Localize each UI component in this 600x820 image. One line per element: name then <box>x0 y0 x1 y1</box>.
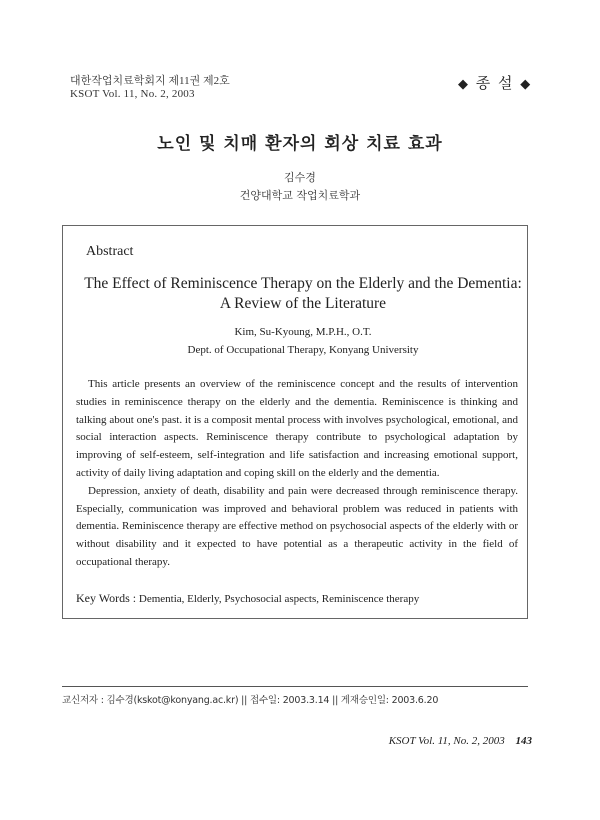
footnote-divider <box>62 686 528 687</box>
section-tag <box>458 72 532 93</box>
abstract-heading: Abstract <box>86 244 134 259</box>
paper-title-english <box>70 274 536 314</box>
footer-citation: KSOT Vol. 11, No. 2, 2003 <box>388 735 505 747</box>
page-number: 143 <box>515 735 532 747</box>
page-footer <box>389 735 532 747</box>
keywords <box>76 591 518 606</box>
author-korean: 김수경 <box>284 171 316 184</box>
diamond-left-icon: ◆ <box>458 76 470 91</box>
diamond-right-icon: ◆ <box>520 76 533 91</box>
corresponding-author-footnote: 교신저자 : 김수경(kskot@konyang.ac.kr) || 접수일: 2003.3.14 || 게재승인일: 2003.6.20 <box>62 695 439 706</box>
abstract-paragraph: This article presents an overview of the reminiscence concept and the results of intervention studies in reminiscence therapy on the elderly and the dementia. Reminiscence is thinking and talking about one's past. it is a composit mental process with involves psychological, emotional, and social interaction aspects. Reminiscence therapy contribute to psychological adaptation by improving of self-esteem, self-integration and life satisfaction and increasing emotional support, activity of daily living adaptation and coping skill on the elderly and the dementia. <box>76 378 518 479</box>
section-tag-label: 종 설 <box>475 76 515 92</box>
paper-title-korean: 노인 및 치매 환자의 회상 치료 효과 <box>157 134 443 154</box>
keywords-label: Key Words : <box>76 591 137 605</box>
title-line-2: A Review of the Literature <box>219 295 387 312</box>
abstract-body <box>76 376 518 572</box>
abstract-paragraph: Depression, anxiety of death, disability and pain were decreased through reminiscence therapy. Especially, communication was improved and behavioral problem was reduced in patients with dementia. Reminiscence therapy are effective method on psychosocial aspects of the elderly with or without disability and it expected to have potential as a therapeutic activity in the field of occupational therapy. <box>76 484 518 568</box>
affiliation-korean: 건양대학교 작업치료학과 <box>239 189 361 202</box>
keywords-list: Dementia, Elderly, Psychosocial aspects, Reminiscence therapy <box>138 593 420 605</box>
journal-volume-english: KSOT Vol. 11, No. 2, 2003 <box>70 88 195 100</box>
affiliation-english: Dept. of Occupational Therapy, Konyang University <box>187 344 419 356</box>
journal-name-korean: 대한작업치료학회지 제11권 제2호 <box>70 75 230 87</box>
title-line-1: The Effect of Reminiscence Therapy on the Elderly and the Dementia: <box>84 275 522 292</box>
author-english: Kim, Su-Kyoung, M.P.H., O.T. <box>234 326 372 338</box>
